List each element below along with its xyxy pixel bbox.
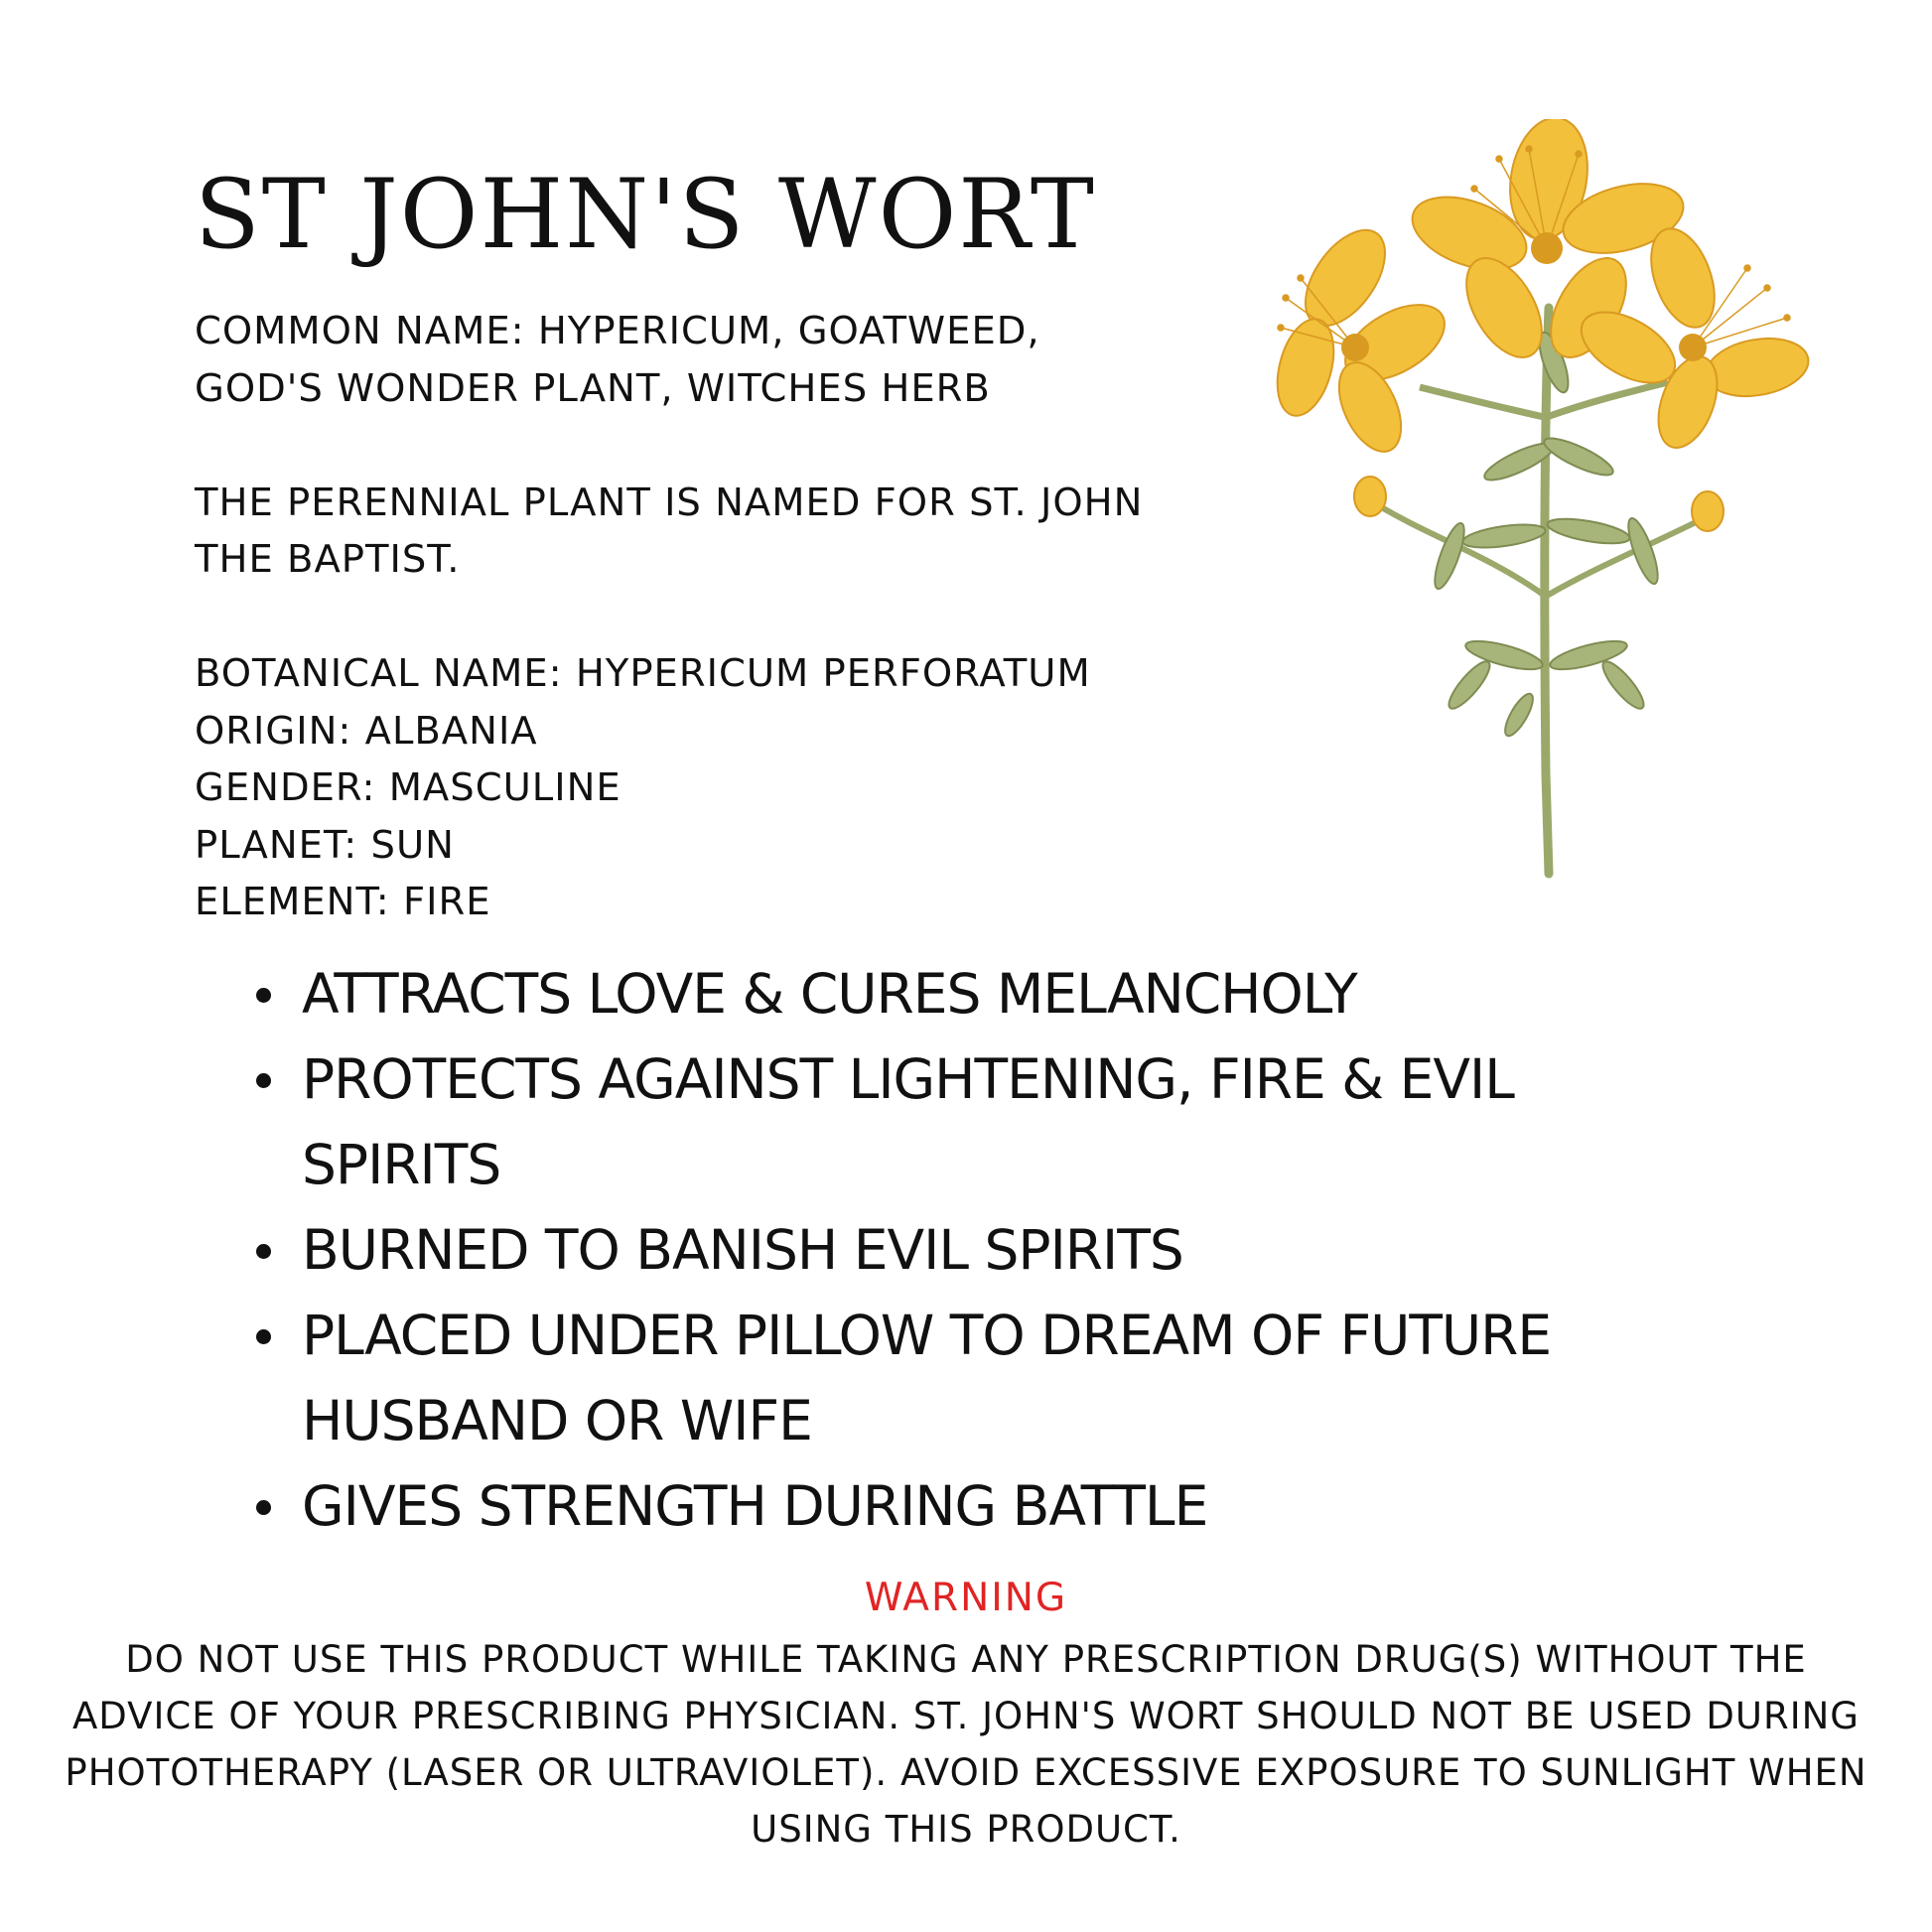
element: ELEMENT: FIRE bbox=[195, 880, 491, 924]
warning-text: DO NOT USE THIS PRODUCT WHILE TAKING ANY PRESCRIPTION DRUG(S) WITHOUT THE ADVICE OF YOUR PRESCRIBING PHYSICIAN. ST. JOHN'S WORT SHOULD NOT BE USED DURING PHOTOTHERAPY (LASER OR ULTRAVIOLET). AVOID EXCESSIVE EXPOSURE TO SUNLIGHT WHEN USING THIS PRODUCT. bbox=[65, 1638, 1867, 1851]
flower-illustration-icon bbox=[1271, 119, 1827, 894]
list-item-continuation: HUSBAND OR WIFE bbox=[302, 1389, 812, 1452]
origin: ORIGIN: ALBANIA bbox=[195, 708, 538, 754]
gender: GENDER: MASCULINE bbox=[195, 765, 621, 810]
list-item: ATTRACTS LOVE & CURES MELANCHOLY bbox=[248, 951, 1551, 1036]
list-item: GIVES STRENGTH DURING BATTLE bbox=[248, 1463, 1551, 1549]
list-item-continuation: SPIRITS bbox=[302, 1133, 501, 1196]
planet: PLANET: SUN bbox=[195, 822, 455, 868]
properties-list bbox=[248, 951, 1551, 1549]
botanical-name: BOTANICAL NAME: HYPERICUM PERFORATUM bbox=[195, 651, 1091, 696]
page-title: ST JOHN'S WORT bbox=[195, 159, 1096, 270]
common-name-line-1: COMMON NAME: HYPERICUM, GOATWEED, bbox=[195, 309, 1040, 353]
list-item: BURNED TO BANISH EVIL SPIRITS bbox=[248, 1207, 1551, 1293]
list-item: PROTECTS AGAINST LIGHTENING, FIRE & EVIL bbox=[248, 1036, 1551, 1122]
description-line-2: THE BAPTIST. bbox=[195, 537, 461, 582]
plant-info bbox=[195, 303, 1143, 931]
common-name-line-2: GOD'S WONDER PLANT, WITCHES HERB bbox=[195, 365, 991, 411]
spacer bbox=[195, 417, 1143, 475]
list-item: PLACED UNDER PILLOW TO DREAM OF FUTURE bbox=[248, 1293, 1551, 1378]
warning-title: WARNING bbox=[864, 1576, 1068, 1620]
spacer bbox=[195, 589, 1143, 646]
description-line-1: THE PERENNIAL PLANT IS NAMED FOR ST. JOHN bbox=[195, 480, 1144, 525]
